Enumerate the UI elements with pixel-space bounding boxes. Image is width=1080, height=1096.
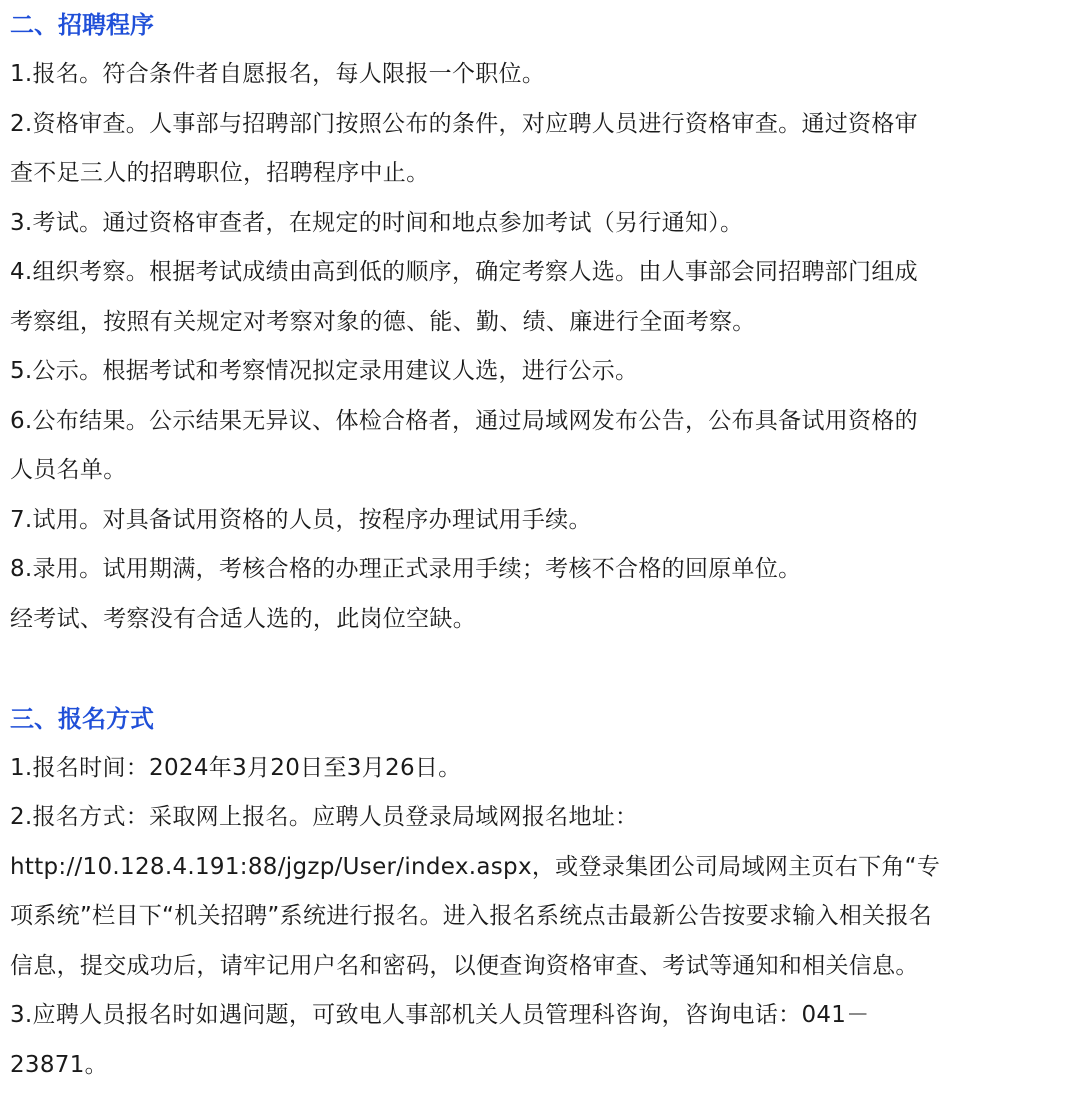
paragraph-line: 2.资格审查。人事部与招聘部门按照公布的条件，对应聘人员进行资格审查。通过资格审 — [10, 110, 918, 137]
paragraph-line: http://10.128.4.191:88/jgzp/User/index.aspx，或登录集团公司局域网主页右下角“专 — [10, 853, 941, 880]
paragraph-line: 1.报名。符合条件者自愿报名，每人限报一个职位。 — [10, 61, 546, 87]
paragraph-line: 7.试用。对具备试用资格的人员，按程序办理试用手续。 — [10, 506, 592, 533]
section-heading: 二、招聘程序 — [10, 11, 154, 39]
paragraph-line: 4.组织考察。根据考试成绩由高到低的顺序，确定考察人选。由人事部会同招聘部门组成 — [10, 259, 918, 285]
paragraph-line: 考察组，按照有关规定对考察对象的德、能、勤、绩、廉进行全面考察。 — [10, 308, 756, 335]
section-spacer — [10, 644, 1070, 694]
paragraph-line: 1.报名时间：2024年3月20日至3月26日。 — [10, 754, 462, 781]
paragraph-line: 经考试、考察没有合适人选的，此岗位空缺。 — [10, 605, 476, 632]
paragraph-line: 查不足三人的招聘职位，招聘程序中止。 — [10, 160, 430, 186]
document-page — [10, 0, 1070, 1090]
paragraph-line: 3.应聘人员报名时如遇问题，可致电人事部机关人员管理科咨询，咨询电话：041－ — [10, 1002, 870, 1028]
paragraph-line: 8.录用。试用期满，考核合格的办理正式录用手续；考核不合格的回原单位。 — [10, 556, 802, 582]
paragraph-line: 人员名单。 — [10, 457, 127, 483]
paragraph-line: 5.公示。根据考试和考察情况拟定录用建议人选，进行公示。 — [10, 358, 639, 384]
paragraph-line: 2.报名方式：采取网上报名。应聘人员登录局域网报名地址： — [10, 804, 639, 830]
paragraph-line: 6.公布结果。公示结果无异议、体检合格者，通过局域网发布公告，公布具备试用资格的 — [10, 407, 918, 434]
paragraph-line: 项系统”栏目下“机关招聘”系统进行报名。进入报名系统点击最新公告按要求输入相关报名 — [10, 903, 933, 929]
paragraph-line: 3.考试。通过资格审查者，在规定的时间和地点参加考试（另行通知）。 — [10, 209, 744, 236]
section-recruitment-procedure — [10, 0, 1070, 644]
paragraph-line: 信息，提交成功后，请牢记用户名和密码，以便查询资格审查、考试等通知和相关信息。 — [10, 952, 919, 979]
section-heading: 三、报名方式 — [10, 704, 154, 733]
paragraph-line: 23871。 — [10, 1051, 108, 1078]
section-registration-method — [10, 694, 1070, 1091]
